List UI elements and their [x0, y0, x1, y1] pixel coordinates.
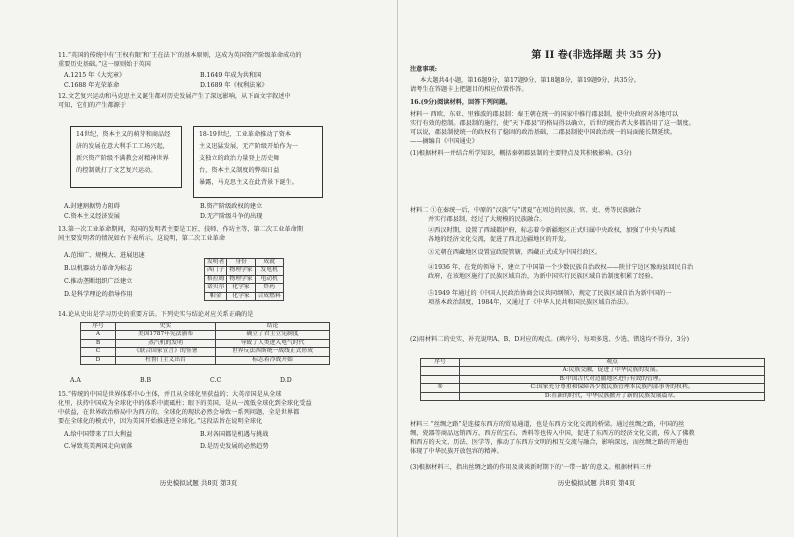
- material-2-line: 并实行郡县制，经过了大规模的民族融合。: [428, 216, 546, 223]
- table-header-row: [81, 323, 330, 331]
- q14-option-c: C.C: [210, 377, 222, 384]
- table-header-row: [205, 259, 284, 267]
- table-cell: 帕金: [205, 292, 227, 300]
- table-cell: 物理学家: [227, 275, 255, 283]
- q12-option-a: A.封建割据势力阻碍: [64, 203, 120, 210]
- q16-sub3: (3)根据材料三，指出丝绸之路的作用及谈谈新时期下的‘一带一路’的意义。根据材料三并: [410, 464, 652, 471]
- material-1-line: 实行有效的控制。郡县制的施行，使“天下郡县”的格局得以确立，后世的统治者大多都沿用了这一制度。: [410, 120, 695, 127]
- q11-stem-line2: 重要历史基础。”这一原则始于英国: [58, 61, 151, 68]
- table-cell: 格拉姆: [205, 275, 227, 283]
- table-row: [421, 384, 765, 392]
- q12-material-box-left: [70, 126, 182, 188]
- q15-stem-line: 中获益，在世界政治格局中为西方的，全球化的现状必然会导致一系列问题，全是世界都: [58, 409, 300, 416]
- table-cell: D: [81, 356, 116, 364]
- material-1-line: 材料一 西欧、东亚、里雅波的郡县制：秦王朝在统一的国家中推行郡县制，使中央政府对各地可以: [410, 111, 679, 118]
- table-header-cell: 序号: [421, 359, 460, 367]
- q14-option-d: D.D: [280, 377, 292, 384]
- table-cell: C:国家充分尊重和保障各少数民族管理本民族内部事务的权利。: [460, 384, 765, 392]
- table-header-cell: 观点: [460, 359, 765, 367]
- table-row: [205, 275, 284, 283]
- q15-option-d: D.是历史发展的必然趋势: [200, 443, 269, 450]
- q13-option-d: D.是科学理论的指导作用: [64, 291, 133, 298]
- material-2-line: 材料二 ①在秦统一后，中原的“汉族”与“诸夏”在周边的民族、官、吏、勇等民族融合: [410, 207, 642, 214]
- table-cell: 合成燃料: [255, 292, 283, 300]
- table-header-cell: 结论: [216, 323, 330, 331]
- table-row: [81, 348, 330, 356]
- table-cell: 导致了人类进入电气时代: [216, 339, 330, 347]
- q14-option-b: B.B: [140, 377, 152, 384]
- q15-stem-line: 化里，扶持中国成为全球化中的体系中流砥柱；眼下的美国，是从一流低全球化到全球化受益: [58, 400, 312, 407]
- material-2-line: ③元朝在西藏地区设置宣政院管辖，西藏正式成为中国行政区。: [428, 249, 602, 256]
- q12-material-box-right: [193, 126, 323, 198]
- notice-heading: 注意事项:: [410, 66, 438, 73]
- answer-cell[interactable]: [421, 367, 460, 375]
- table-cell: B:中国古代对边疆地区进行有效的管理。: [460, 375, 765, 383]
- table-cell: 标志着冷战开始: [216, 356, 330, 364]
- table-cell: 电动机: [255, 275, 283, 283]
- q12-option-b: B.资产阶级政权的建立: [200, 203, 263, 210]
- table-row: [81, 331, 330, 339]
- q16-sub1: (1)根据材料一并结合所学知识，概括秦朝郡县制的主要特点及其积极影响。(3分): [410, 150, 632, 157]
- right-page-footer: 历史模拟试题 共8页 第4页: [557, 479, 636, 487]
- table-row: [205, 267, 284, 275]
- q15-option-c: C.导致英美两国走向衰落: [64, 443, 133, 450]
- answer-cell[interactable]: [421, 392, 460, 400]
- table-row: [81, 356, 330, 364]
- table-header-cell: 发明者: [205, 259, 227, 267]
- q12-box-left-line: 新兴资产阶级不满教会对精神世界: [76, 155, 169, 162]
- q14-stem: 14.论从史出是学习历史的重要方法。下列史实与结论对应关系正确的是: [58, 311, 254, 318]
- table-header-cell: 史实: [116, 323, 216, 331]
- left-page-footer: 历史模拟试题 共8页 第3页: [159, 479, 238, 487]
- q12-box-right-line: 台，资本主义制度的弊端日益: [199, 167, 280, 174]
- q13-option-b: B.以机器动力革命为标志: [64, 265, 133, 272]
- q13-stem-line1: 13.第一次工业革命期间，英国的发明者主要是工匠、技师、作坊主等，第二次工业革命期: [58, 226, 303, 233]
- table-cell: 炸药: [255, 284, 283, 292]
- q11-option-d: D.1689 年《权利法案》: [200, 82, 268, 89]
- q14-option-a: A.A: [70, 377, 81, 384]
- q12-stem-line1: 12.文艺复兴运动和马克思主义诞生都对历史发展产生了深远影响，从下面文字叙述中: [58, 93, 291, 100]
- notice-line: 本大题共4小题，第16题9分，第17题9分，第18题8分，第19题9分，共35分。: [420, 77, 640, 84]
- material-2-line: ②西汉时期，设置了西域都护府，标志着今新疆地区正式归属中央政权，加强了中央与西域: [428, 227, 676, 234]
- q15-option-b: B.对各国都是机遇与挑战: [200, 431, 269, 438]
- q12-box-right-line: 支独立的政治力量登上历史舞: [199, 155, 280, 162]
- table-cell: 蒸汽机的发明: [116, 339, 216, 347]
- table-cell: A: [81, 331, 116, 339]
- table-cell: 确立了君主立宪制度: [216, 331, 330, 339]
- material-2-line: 项基本政治制度，1984年，又通过了《中华人民共和国民族区域自治法》。: [428, 299, 633, 306]
- q11-option-c: C.1688 年光荣革命: [64, 82, 120, 89]
- table-cell: 《联合国家宣言》的签署: [116, 348, 216, 356]
- q11-option-b: B.1649 年成为共和国: [200, 72, 262, 79]
- table-row: [421, 367, 765, 375]
- q13-stem-line2: 间主要发明者的情况如右下表所示。这说明，第二次工业革命: [58, 235, 226, 242]
- table-row: [205, 292, 284, 300]
- q11-option-a: A.1215 年《大宪章》: [64, 72, 126, 79]
- right-page: [397, 0, 794, 537]
- q16-sub2: (2)用材料二的史实，补充说明A、B、D对应的观点。(填序号，每项多选、少选、错选均不得分，3分): [410, 336, 690, 343]
- q12-option-d: D.无产阶级斗争的出现: [200, 213, 263, 220]
- material-2-line: ④1936 年，在党的领导下，建立了中国第一个少数民族自治政权——陕甘宁边区豫海县回民自治: [428, 264, 694, 271]
- material-3-line: 绸、瓷器等商品远销西方，西方的宝石、香料等也传入中国，促进了东西方的经济文化交流，传入了佛教: [410, 430, 695, 437]
- table-row: [81, 339, 330, 347]
- table-header-cell: 序号: [81, 323, 116, 331]
- q12-box-left-line: 14世纪，资本主义的萌芽和商品经: [76, 131, 171, 138]
- q13-option-a: A.范围广、规模大、进展迅速: [64, 252, 145, 259]
- section-title: 第 II 卷(非选择题 共 35 分): [531, 50, 662, 61]
- table-cell: 美国1787年宪法颁布: [116, 331, 216, 339]
- notice-line: 请考生在答题卡上把题目的相应位置作答。: [410, 86, 528, 93]
- answer-cell: ⑤: [421, 384, 460, 392]
- material-2-line: ⑤1949 年通过的《中国人民政治协商会议共同纲领》，规定了民族区域自治为新中国的一: [428, 290, 672, 297]
- table-row: [421, 375, 765, 383]
- viewpoint-table: [420, 358, 765, 401]
- table-header-cell: 身份: [227, 259, 255, 267]
- table-cell: 杜鲁门主义出台: [116, 356, 216, 364]
- q15-stem-line: 要在全球化的模式中，因为美国开始推进逆全球化。”这段话旨在说明全球化: [58, 418, 263, 425]
- q12-box-left-line: 济的发展在意大利手工工场兴起，: [76, 143, 169, 150]
- q12-box-right-line: 主义迅猛发展，无产阶级开始作为一: [199, 143, 298, 150]
- q12-stem-line2: 可知，它们的产生都源于: [58, 102, 127, 109]
- table-cell: 诺贝尔: [205, 284, 227, 292]
- table-cell: 化学家: [227, 284, 255, 292]
- q11-stem-line1: 11.“英国的传统中有‘王权有限’和‘王在法下’的基本原则，这成为英国资产阶级革命成功的: [58, 52, 302, 59]
- table-cell: 物理学家: [227, 267, 255, 275]
- table-cell: C: [81, 348, 116, 356]
- material-2-line: 政府，在该地区施行了民族区域自治，为新中国实行民族区域自治制度积累了经验。: [428, 273, 657, 280]
- q12-box-right-line: 暴露，马克思主义在此背景下诞生。: [199, 179, 298, 186]
- table-header-row: [421, 359, 765, 367]
- table-cell: B: [81, 339, 116, 347]
- q15-option-a: A.给中国带来了巨大利益: [64, 431, 133, 438]
- q13-option-c: C.推动垄断组织广泛建立: [64, 278, 133, 285]
- table-header-cell: 成就: [255, 259, 283, 267]
- table-cell: 西门子: [205, 267, 227, 275]
- q14-table: [80, 322, 330, 365]
- table-cell: A:民族交融，促进了中华民族的发展。: [460, 367, 765, 375]
- material-3-line: 和西方的天文、历法、医学等，推动了东西方文明的相互交流与融合，影响深远，而丝绸之路的开通也: [410, 439, 689, 446]
- table-cell: 化学家: [227, 292, 255, 300]
- answer-cell[interactable]: [421, 375, 460, 383]
- material-1-line: 可以说，郡县制使统一的政权有了稳固的政治基础，二郡县制使中国政治统一的局面能长期延续。: [410, 129, 677, 136]
- q15-stem-line: 15.“传统的中国是世界体系中心主体，并且从全球化里获益的；大英帝国是从全球: [58, 391, 282, 398]
- table-row: [421, 392, 765, 400]
- q13-inventor-table: [204, 258, 284, 301]
- material-3-line: 材料三 “丝绸之路”是连接东西方的贸易通道，也是东西方文化交流的桥梁。通过丝绸之路，中国的丝: [410, 421, 685, 428]
- table-cell: 世界反法西斯统一战线正式形成: [216, 348, 330, 356]
- table-row: [205, 284, 284, 292]
- q12-box-right-line: 18-19世纪，工业革命推动了资本: [199, 131, 292, 138]
- q12-box-left-line: 的控制就打了文艺复兴运动。: [76, 167, 157, 174]
- material-3-line: 体现了中华民族开放包容的精神。: [410, 448, 503, 455]
- material-2-line: 各地的经济文化交流，促进了西北边疆地区的开发。: [428, 236, 571, 243]
- q12-option-c: C.资本主义经济发展: [64, 213, 120, 220]
- q16-heading: 16.(9分)阅读材料，回答下列问题。: [410, 99, 512, 106]
- table-cell: 发电机: [255, 267, 283, 275]
- table-cell: D:在新的时代，中华民族掀开了新的民族发展篇章。: [460, 392, 765, 400]
- material-1-source: ——摘编自《中国通史》: [410, 138, 479, 145]
